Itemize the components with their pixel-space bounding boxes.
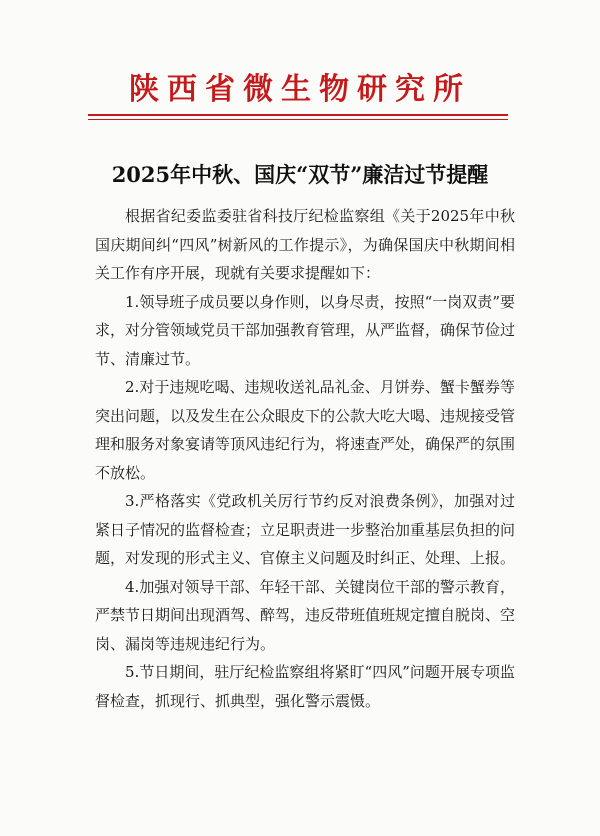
letterhead-red-rule [88,114,508,116]
item-paragraph-5: 5.节日期间，驻厅纪检监察组将紧盯“四风”问题开展专项监督检查，抓现行、抓典型，强化警示震慑。 [95,663,515,710]
intro-paragraph: 根据省纪委监委驻省科技厅纪检监察组《关于2025年中秋国庆期间纠“四风”树新风的工作提示》，为确保国庆中秋期间相关工作有序开展，现就有关要求提醒如下： [95,207,515,282]
letterhead-red-rule-thin [88,119,508,120]
notice-title: 2025年中秋、国庆“双节”廉洁过节提醒 [111,162,489,187]
item-paragraph-4: 4.加强对领导干部、年轻干部、关键岗位干部的警示教育，严禁节日期间出现酒驾、醉驾，违反带班值班规定擅自脱岗、空岗、漏岗等违规违纪行为。 [95,577,516,653]
item-paragraph-3: 3.严格落实《党政机关厉行节约反对浪费条例》，加强对过紧日子情况的监督检查；立足职责进一步整治加重基层负担的问题，对发现的形式主义、官僚主义问题及时纠正、处理、上报。 [95,492,516,567]
letterhead-org-name: 陕西省微生物研究所 [129,72,471,107]
item-paragraph-2: 2.对于违规吃喝、违规收送礼品礼金、月饼券、蟹卡蟹券等突出问题，以及发生在公众眼皮下的公款大吃大喝、违规接受管理和服务对象宴请等顶风违纪行为，将速查严处，确保严的氛围不放松。 [95,378,516,482]
item-paragraph-1: 1.领导班子成员要以身作则，以身尽责，按照“一岗双责”要求，对分管领域党员干部加强教育管理，从严监督，确保节俭过节、清廉过节。 [95,292,516,368]
notice-body [95,202,515,715]
